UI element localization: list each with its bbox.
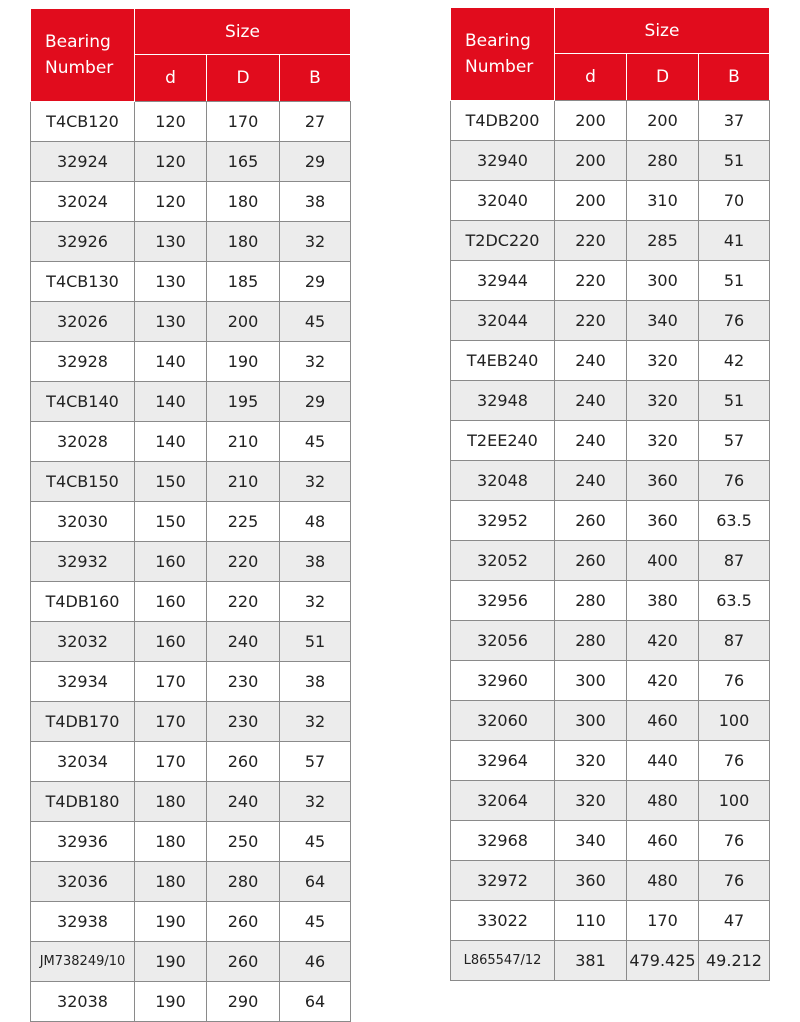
table-row — [451, 221, 770, 261]
table-row — [31, 782, 351, 822]
d-cell: 220 — [555, 261, 627, 301]
d-cell: 130 — [135, 302, 207, 342]
B-cell: 49.212 — [699, 941, 770, 981]
d-cell: 300 — [555, 661, 627, 701]
bearing-number-cell: 32964 — [451, 741, 555, 781]
B-cell: 45 — [280, 902, 351, 942]
table-row — [31, 262, 351, 302]
d-cell: 160 — [135, 582, 207, 622]
table-row — [31, 502, 351, 542]
B-cell: 87 — [699, 621, 770, 661]
B-cell: 32 — [280, 462, 351, 502]
B-cell: 32 — [280, 342, 351, 382]
bearing-number-cell: 32044 — [451, 301, 555, 341]
B-cell: 38 — [280, 662, 351, 702]
B-cell: 51 — [280, 622, 351, 662]
bearing-table-right — [450, 7, 770, 981]
D-cell: 195 — [207, 382, 280, 422]
bearing-number-cell: T4CB130 — [31, 262, 135, 302]
D-cell: 460 — [627, 701, 699, 741]
D-cell: 220 — [207, 582, 280, 622]
B-cell: 51 — [699, 381, 770, 421]
table-row — [451, 101, 770, 141]
table-row — [451, 461, 770, 501]
D-cell: 340 — [627, 301, 699, 341]
d-cell: 260 — [555, 501, 627, 541]
B-cell: 37 — [699, 101, 770, 141]
D-cell: 320 — [627, 381, 699, 421]
D-cell: 420 — [627, 621, 699, 661]
bearing-number-header: Bearing Number — [31, 9, 135, 102]
d-cell: 160 — [135, 622, 207, 662]
B-cell: 76 — [699, 461, 770, 501]
B-cell: 32 — [280, 702, 351, 742]
size-header: Size — [555, 8, 770, 54]
B-cell: 70 — [699, 181, 770, 221]
bearing-number-cell: T4DB160 — [31, 582, 135, 622]
table-row — [31, 742, 351, 782]
bearing-number-cell: T2EE240 — [451, 421, 555, 461]
bearing-number-cell: 32030 — [31, 502, 135, 542]
D-cell: 320 — [627, 341, 699, 381]
d-cell: 260 — [555, 541, 627, 581]
d-cell: 160 — [135, 542, 207, 582]
table-row — [31, 862, 351, 902]
B-cell: 64 — [280, 862, 351, 902]
d-cell: 340 — [555, 821, 627, 861]
d-cell: 220 — [555, 301, 627, 341]
d-cell: 130 — [135, 222, 207, 262]
D-cell: 165 — [207, 142, 280, 182]
B-cell: 45 — [280, 302, 351, 342]
bearing-number-cell: 32926 — [31, 222, 135, 262]
table-row — [31, 542, 351, 582]
D-cell: 240 — [207, 622, 280, 662]
D-cell: 260 — [207, 902, 280, 942]
d-cell: 240 — [555, 421, 627, 461]
D-cell: 225 — [207, 502, 280, 542]
table-row — [31, 182, 351, 222]
B-cell: 64 — [280, 982, 351, 1022]
d-cell: 140 — [135, 422, 207, 462]
B-cell: 76 — [699, 821, 770, 861]
table-row — [451, 261, 770, 301]
D-cell: 260 — [207, 742, 280, 782]
table-row — [31, 582, 351, 622]
table-row — [451, 501, 770, 541]
d-cell: 120 — [135, 142, 207, 182]
B-cell: 63.5 — [699, 501, 770, 541]
table-row — [451, 861, 770, 901]
B-cell: 76 — [699, 741, 770, 781]
d-cell: 200 — [555, 141, 627, 181]
bearing-number-cell: 32928 — [31, 342, 135, 382]
d-cell: 170 — [135, 702, 207, 742]
B-header: B — [280, 55, 351, 102]
bearing-number-cell: T4DB180 — [31, 782, 135, 822]
table-row — [451, 141, 770, 181]
d-cell: 170 — [135, 742, 207, 782]
table-row — [31, 102, 351, 142]
d-cell: 110 — [555, 901, 627, 941]
D-cell: 250 — [207, 822, 280, 862]
table-row — [451, 341, 770, 381]
bearing-number-cell: 32952 — [451, 501, 555, 541]
B-cell: 57 — [699, 421, 770, 461]
table-row — [451, 381, 770, 421]
table-row — [31, 982, 351, 1022]
B-cell: 32 — [280, 582, 351, 622]
D-cell: 300 — [627, 261, 699, 301]
table-row — [31, 942, 351, 982]
d-header: d — [135, 55, 207, 102]
D-cell: 190 — [207, 342, 280, 382]
bearing-number-cell: 32960 — [451, 661, 555, 701]
B-cell: 76 — [699, 301, 770, 341]
d-cell: 140 — [135, 382, 207, 422]
B-cell: 42 — [699, 341, 770, 381]
D-cell: 230 — [207, 702, 280, 742]
D-cell: 200 — [207, 302, 280, 342]
d-cell: 280 — [555, 581, 627, 621]
bearing-number-cell: 32060 — [451, 701, 555, 741]
bearing-number-cell: T4CB150 — [31, 462, 135, 502]
bearing-number-cell: 32940 — [451, 141, 555, 181]
d-cell: 150 — [135, 462, 207, 502]
bearing-number-cell: 32024 — [31, 182, 135, 222]
B-header: B — [699, 54, 770, 101]
d-cell: 240 — [555, 341, 627, 381]
bearing-number-cell: 32040 — [451, 181, 555, 221]
size-header: Size — [135, 9, 351, 55]
D-cell: 260 — [207, 942, 280, 982]
table-row — [451, 901, 770, 941]
bearing-table-left — [30, 8, 351, 1022]
D-cell: 440 — [627, 741, 699, 781]
D-cell: 480 — [627, 861, 699, 901]
d-cell: 200 — [555, 101, 627, 141]
D-cell: 200 — [627, 101, 699, 141]
B-cell: 100 — [699, 781, 770, 821]
table-row — [451, 741, 770, 781]
bearing-number-cell: T4EB240 — [451, 341, 555, 381]
B-cell: 27 — [280, 102, 351, 142]
table-row — [31, 382, 351, 422]
B-cell: 87 — [699, 541, 770, 581]
d-cell: 130 — [135, 262, 207, 302]
D-cell: 290 — [207, 982, 280, 1022]
D-cell: 210 — [207, 462, 280, 502]
d-cell: 190 — [135, 982, 207, 1022]
d-cell: 190 — [135, 902, 207, 942]
table-row — [451, 301, 770, 341]
D-cell: 280 — [207, 862, 280, 902]
d-cell: 280 — [555, 621, 627, 661]
B-cell: 45 — [280, 422, 351, 462]
D-cell: 180 — [207, 222, 280, 262]
table-row — [31, 662, 351, 702]
d-cell: 240 — [555, 461, 627, 501]
D-cell: 460 — [627, 821, 699, 861]
table-row — [31, 142, 351, 182]
table-row — [451, 821, 770, 861]
bearing-number-cell: 32048 — [451, 461, 555, 501]
bearing-number-cell: T4CB120 — [31, 102, 135, 142]
table-row — [31, 622, 351, 662]
bearing-number-cell: T2DC220 — [451, 221, 555, 261]
d-cell: 180 — [135, 782, 207, 822]
D-cell: 180 — [207, 182, 280, 222]
table-row — [31, 222, 351, 262]
d-cell: 300 — [555, 701, 627, 741]
D-header: D — [207, 55, 280, 102]
bearing-number-cell: T4DB170 — [31, 702, 135, 742]
bearing-number-cell: 32924 — [31, 142, 135, 182]
d-cell: 120 — [135, 102, 207, 142]
bearing-number-cell: 32038 — [31, 982, 135, 1022]
bearing-number-cell: 32944 — [451, 261, 555, 301]
table-row — [451, 781, 770, 821]
B-cell: 32 — [280, 782, 351, 822]
table-row — [31, 302, 351, 342]
bearing-number-cell: 33022 — [451, 901, 555, 941]
table-row — [451, 421, 770, 461]
D-cell: 185 — [207, 262, 280, 302]
bearing-number-cell: 32056 — [451, 621, 555, 661]
d-cell: 200 — [555, 181, 627, 221]
d-cell: 140 — [135, 342, 207, 382]
table-row — [451, 941, 770, 981]
B-cell: 29 — [280, 262, 351, 302]
bearing-number-cell: 32036 — [31, 862, 135, 902]
bearing-number-cell: 32972 — [451, 861, 555, 901]
D-cell: 400 — [627, 541, 699, 581]
D-cell: 210 — [207, 422, 280, 462]
bearing-number-cell: 32052 — [451, 541, 555, 581]
D-cell: 170 — [207, 102, 280, 142]
B-cell: 46 — [280, 942, 351, 982]
bearing-number-cell: 32932 — [31, 542, 135, 582]
bearing-number-cell: 32938 — [31, 902, 135, 942]
bearing-number-cell: 32034 — [31, 742, 135, 782]
D-header: D — [627, 54, 699, 101]
d-cell: 150 — [135, 502, 207, 542]
B-cell: 47 — [699, 901, 770, 941]
D-cell: 360 — [627, 501, 699, 541]
table-row — [451, 701, 770, 741]
d-cell: 240 — [555, 381, 627, 421]
bearing-number-cell: 32936 — [31, 822, 135, 862]
D-cell: 320 — [627, 421, 699, 461]
bearing-number-cell: 32968 — [451, 821, 555, 861]
B-cell: 48 — [280, 502, 351, 542]
d-cell: 220 — [555, 221, 627, 261]
bearing-number-cell: L865547/12 — [451, 941, 555, 981]
d-cell: 170 — [135, 662, 207, 702]
B-cell: 57 — [280, 742, 351, 782]
B-cell: 41 — [699, 221, 770, 261]
table-row — [31, 902, 351, 942]
bearing-number-cell: 32026 — [31, 302, 135, 342]
D-cell: 420 — [627, 661, 699, 701]
B-cell: 29 — [280, 382, 351, 422]
d-cell: 360 — [555, 861, 627, 901]
D-cell: 170 — [627, 901, 699, 941]
table-row — [31, 702, 351, 742]
bearing-number-cell: 32032 — [31, 622, 135, 662]
d-cell: 320 — [555, 781, 627, 821]
D-cell: 479.425 — [627, 941, 699, 981]
D-cell: 280 — [627, 141, 699, 181]
bearing-number-header: Bearing Number — [451, 8, 555, 101]
table-row — [451, 661, 770, 701]
table-row — [451, 581, 770, 621]
B-cell: 51 — [699, 261, 770, 301]
D-cell: 310 — [627, 181, 699, 221]
table-row — [31, 422, 351, 462]
table-row — [31, 462, 351, 502]
table-row — [31, 822, 351, 862]
table-row — [451, 621, 770, 661]
B-cell: 51 — [699, 141, 770, 181]
bearing-number-cell: T4CB140 — [31, 382, 135, 422]
d-cell: 190 — [135, 942, 207, 982]
D-cell: 220 — [207, 542, 280, 582]
table-row — [451, 541, 770, 581]
bearing-number-cell: JM738249/10 — [31, 942, 135, 982]
bearing-number-cell: 32956 — [451, 581, 555, 621]
d-cell: 381 — [555, 941, 627, 981]
d-cell: 120 — [135, 182, 207, 222]
D-cell: 360 — [627, 461, 699, 501]
d-cell: 180 — [135, 862, 207, 902]
B-cell: 38 — [280, 182, 351, 222]
B-cell: 63.5 — [699, 581, 770, 621]
D-cell: 240 — [207, 782, 280, 822]
B-cell: 76 — [699, 861, 770, 901]
B-cell: 100 — [699, 701, 770, 741]
D-cell: 230 — [207, 662, 280, 702]
B-cell: 29 — [280, 142, 351, 182]
B-cell: 76 — [699, 661, 770, 701]
table-row — [451, 181, 770, 221]
B-cell: 38 — [280, 542, 351, 582]
d-cell: 180 — [135, 822, 207, 862]
bearing-number-cell: 32064 — [451, 781, 555, 821]
bearing-number-cell: 32028 — [31, 422, 135, 462]
bearing-number-cell: T4DB200 — [451, 101, 555, 141]
d-header: d — [555, 54, 627, 101]
B-cell: 45 — [280, 822, 351, 862]
D-cell: 285 — [627, 221, 699, 261]
bearing-number-cell: 32934 — [31, 662, 135, 702]
D-cell: 380 — [627, 581, 699, 621]
D-cell: 480 — [627, 781, 699, 821]
bearing-number-cell: 32948 — [451, 381, 555, 421]
B-cell: 32 — [280, 222, 351, 262]
d-cell: 320 — [555, 741, 627, 781]
table-row — [31, 342, 351, 382]
